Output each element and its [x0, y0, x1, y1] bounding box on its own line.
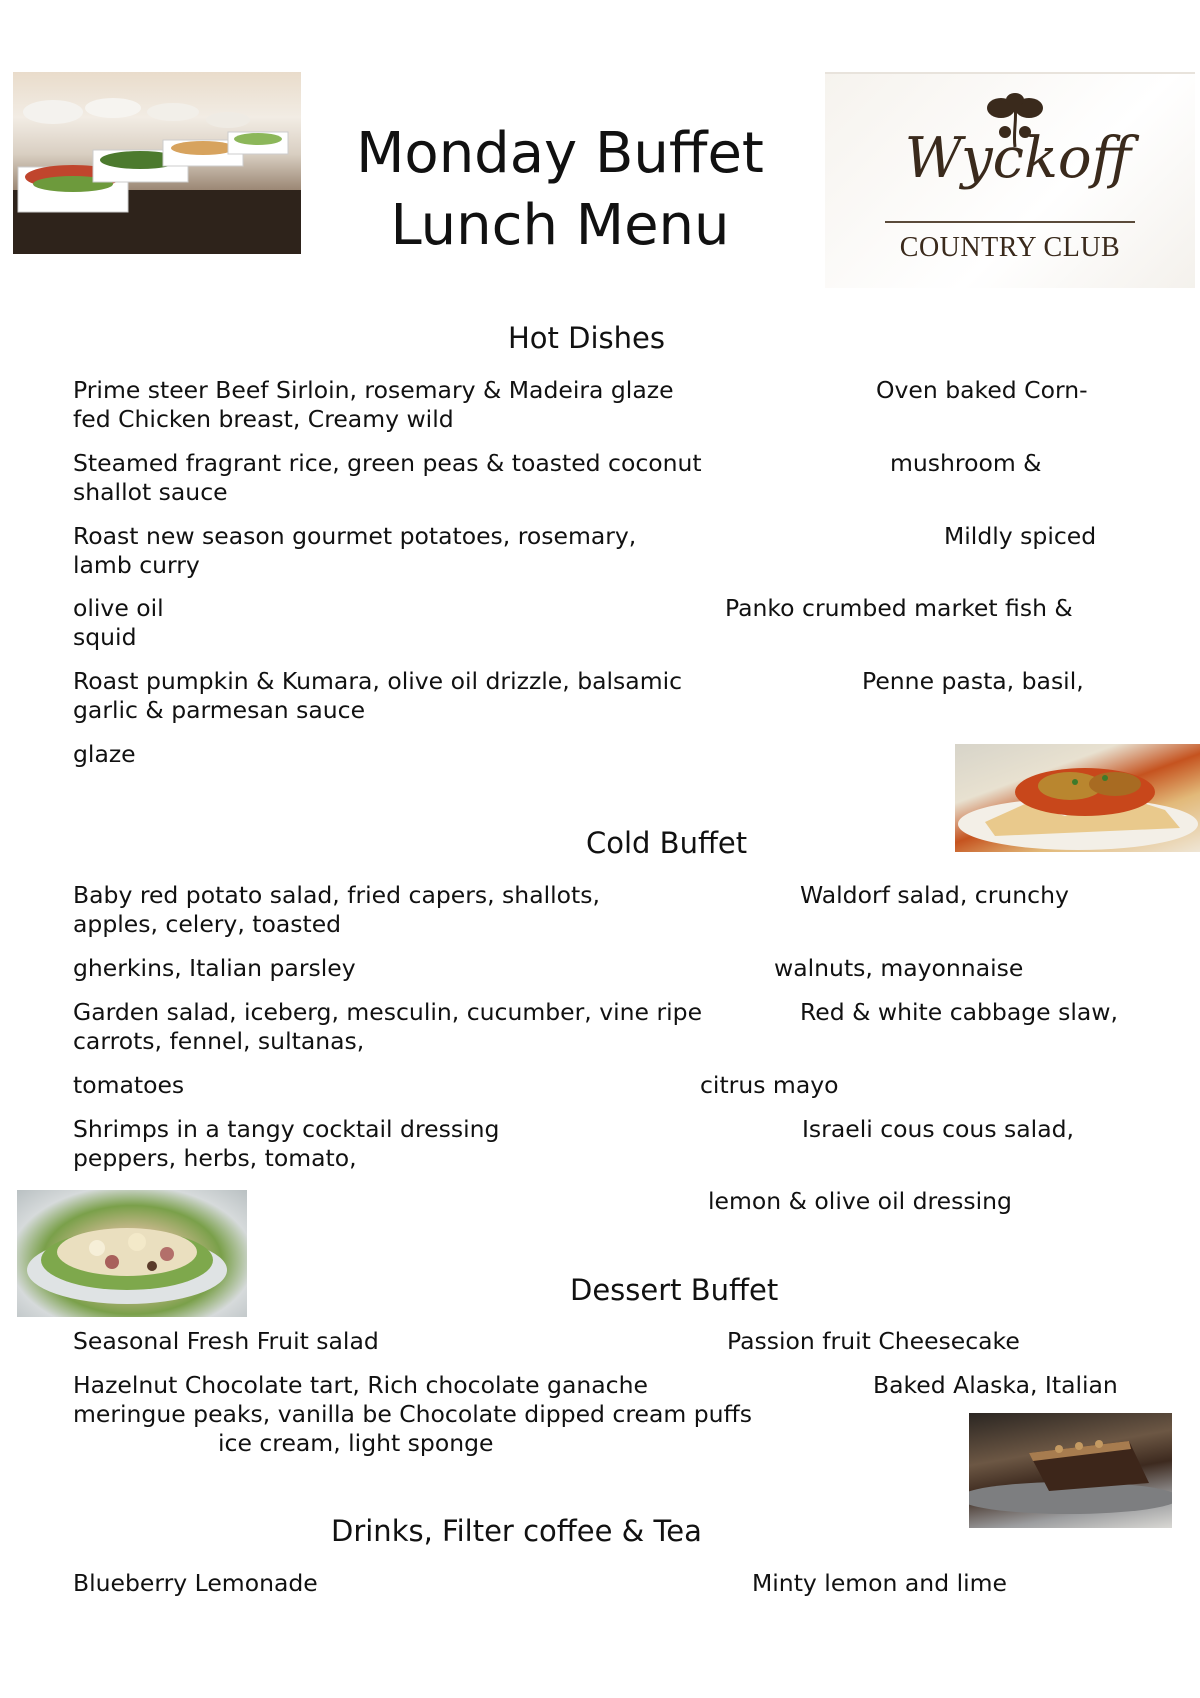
menu-title-line2: Lunch Menu [390, 193, 730, 258]
dessert-line-left: Hazelnut Chocolate tart, Rich chocolate ganache [73, 1371, 648, 1399]
hot-line-left: Prime steer Beef Sirloin, rosemary & Madeira glaze [73, 376, 674, 404]
hot-line-cont: shallot sauce [73, 478, 228, 506]
drinks-line-right: Minty lemon and lime [752, 1569, 1008, 1597]
salad-photo [17, 1190, 247, 1317]
salad-illustration [17, 1190, 247, 1317]
dessert-line-right: Passion fruit Cheesecake [727, 1327, 1020, 1355]
hot-line-right: Penne pasta, basil, [862, 667, 1084, 695]
hot-line-left: Roast pumpkin & Kumara, olive oil drizzle, balsamic [73, 667, 683, 695]
hot-line-left: Roast new season gourmet potatoes, rosemary, [73, 522, 637, 550]
cold-line-left: tomatoes [73, 1071, 185, 1099]
cold-line-right: lemon & olive oil dressing [708, 1187, 1012, 1215]
hot-line-cont: squid [73, 623, 137, 651]
cold-line-cont: carrots, fennel, sultanas, [73, 1027, 365, 1055]
section-heading-cold: Cold Buffet [586, 826, 748, 860]
hot-line-right: mushroom & [890, 449, 1042, 477]
dessert-line-right: Baked Alaska, Italian [873, 1371, 1118, 1399]
cold-line-cont: apples, celery, toasted [73, 910, 342, 938]
hot-line-cont: garlic & parmesan sauce [73, 696, 366, 724]
logo-subtitle: COUNTRY CLUB [899, 232, 1121, 263]
cold-line-right: Red & white cabbage slaw, [800, 998, 1118, 1026]
section-heading-hot: Hot Dishes [508, 321, 665, 355]
cold-line-left: Garden salad, iceberg, mesculin, cucumber, vine ripe [73, 998, 703, 1026]
section-heading-drinks: Drinks, Filter coffee & Tea [331, 1514, 702, 1548]
menu-title-line1: Monday Buffet [356, 121, 764, 186]
logo-script-text: Wyckoff [904, 126, 1132, 191]
logo-divider [885, 221, 1135, 223]
dessert-line-left: Seasonal Fresh Fruit salad [73, 1327, 379, 1355]
cold-line-right: Israeli cous cous salad, [802, 1115, 1074, 1143]
hot-line-left: olive oil [73, 594, 164, 622]
pasta-photo [955, 744, 1200, 852]
buffet-photo [13, 72, 301, 254]
chocolate-tart-photo [969, 1413, 1172, 1528]
hot-line-right: Panko crumbed market fish & [725, 594, 1073, 622]
hot-line-right: Oven baked Corn- [876, 376, 1088, 404]
hot-line-cont: lamb curry [73, 551, 200, 579]
buffet-illustration [13, 72, 301, 254]
cold-line-left: Shrimps in a tangy cocktail dressing [73, 1115, 500, 1143]
dessert-line-cont: ice cream, light sponge [218, 1429, 494, 1457]
cold-line-cont: peppers, herbs, tomato, [73, 1144, 357, 1172]
hot-line-left: glaze [73, 740, 136, 768]
club-logo [825, 72, 1195, 288]
cold-line-left: Baby red potato salad, fried capers, shallots, [73, 881, 600, 909]
section-heading-dessert: Dessert Buffet [570, 1273, 779, 1307]
cold-line-right: citrus mayo [700, 1071, 839, 1099]
cold-line-left: gherkins, Italian parsley [73, 954, 356, 982]
cold-line-right: Waldorf salad, crunchy [800, 881, 1069, 909]
hot-line-left: Steamed fragrant rice, green peas & toasted coconut [73, 449, 702, 477]
dessert-line-cont: meringue peaks, vanilla be Chocolate dipped cream puffs [73, 1400, 752, 1428]
cold-line-right: walnuts, mayonnaise [774, 954, 1024, 982]
menu-title [340, 118, 780, 262]
tart-illustration [969, 1413, 1172, 1528]
hot-line-right: Mildly spiced [944, 522, 1097, 550]
pasta-illustration [955, 744, 1200, 852]
drinks-line-left: Blueberry Lemonade [73, 1569, 318, 1597]
hot-line-cont: fed Chicken breast, Creamy wild [73, 405, 454, 433]
